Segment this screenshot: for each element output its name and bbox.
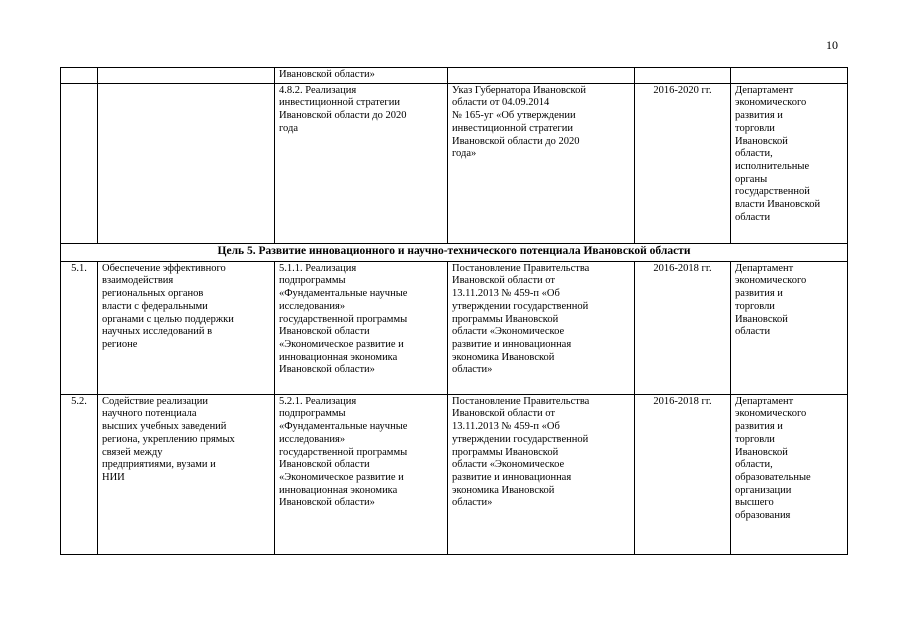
goal-row (61, 243, 848, 261)
action-cell (98, 68, 275, 84)
period-cell: 2016-2020 гг. (635, 83, 731, 243)
goal-heading: Цель 5. Развитие инновационного и научно-технического потенциала Ивановской области (61, 243, 848, 261)
document-cell (448, 68, 635, 84)
responsible-cell: Департамент экономического развития и торговли Ивановской области, образовательные организации высшего образования (731, 394, 848, 554)
measure-cell: 4.8.2. Реализация инвестиционной стратегии Ивановской области до 2020 года (275, 83, 448, 243)
table-row-continuation (61, 68, 848, 84)
page-number: 10 (826, 38, 838, 52)
row-number: 5.1. (61, 261, 98, 394)
table-row-5-1 (61, 261, 848, 394)
measure-cell: 5.2.1. Реализация подпрограммы «Фундаментальные научные исследования» государственной программы Ивановской области «Экономическое развитие и инновационная экономика Ивановской области» (275, 394, 448, 554)
document-cell: Постановление Правительства Ивановской области от 13.11.2013 № 459-п «Об утверждении государственной программы Ивановской области «Экономическое развитие и инновационная экономика Ивановской области» (448, 394, 635, 554)
period-cell (635, 68, 731, 84)
table-row-4-8-2 (61, 83, 848, 243)
action-cell: Обеспечение эффективного взаимодействия региональных органов власти с федеральными органами с целью поддержки научных исследований в регионе (98, 261, 275, 394)
document-cell: Указ Губернатора Ивановской области от 04.09.2014 № 165-уг «Об утверждении инвестиционной стратегии Ивановской области до 2020 года» (448, 83, 635, 243)
row-number (61, 68, 98, 84)
responsible-cell: Департамент экономического развития и торговли Ивановской области (731, 261, 848, 394)
responsible-cell: Департамент экономического развития и торговли Ивановской области, исполнительные органы государственной власти Ивановской области (731, 83, 848, 243)
row-number (61, 83, 98, 243)
row-number: 5.2. (61, 394, 98, 554)
responsible-cell (731, 68, 848, 84)
period-cell: 2016-2018 гг. (635, 261, 731, 394)
period-cell: 2016-2018 гг. (635, 394, 731, 554)
document-cell: Постановление Правительства Ивановской области от 13.11.2013 № 459-п «Об утверждении государственной программы Ивановской области «Экономическое развитие и инновационная экономика Ивановской области» (448, 261, 635, 394)
action-cell (98, 83, 275, 243)
measure-cell: Ивановской области» (275, 68, 448, 84)
action-cell: Содействие реализации научного потенциала высших учебных заведений региона, укреплению прямых связей между предприятиями, вузами и НИИ (98, 394, 275, 554)
table-row-5-2 (61, 394, 848, 554)
measure-cell: 5.1.1. Реализация подпрограммы «Фундаментальные научные исследования» государственной программы Ивановской области «Экономическое развитие и инновационная экономика Ивановской области» (275, 261, 448, 394)
measures-table (60, 67, 848, 555)
